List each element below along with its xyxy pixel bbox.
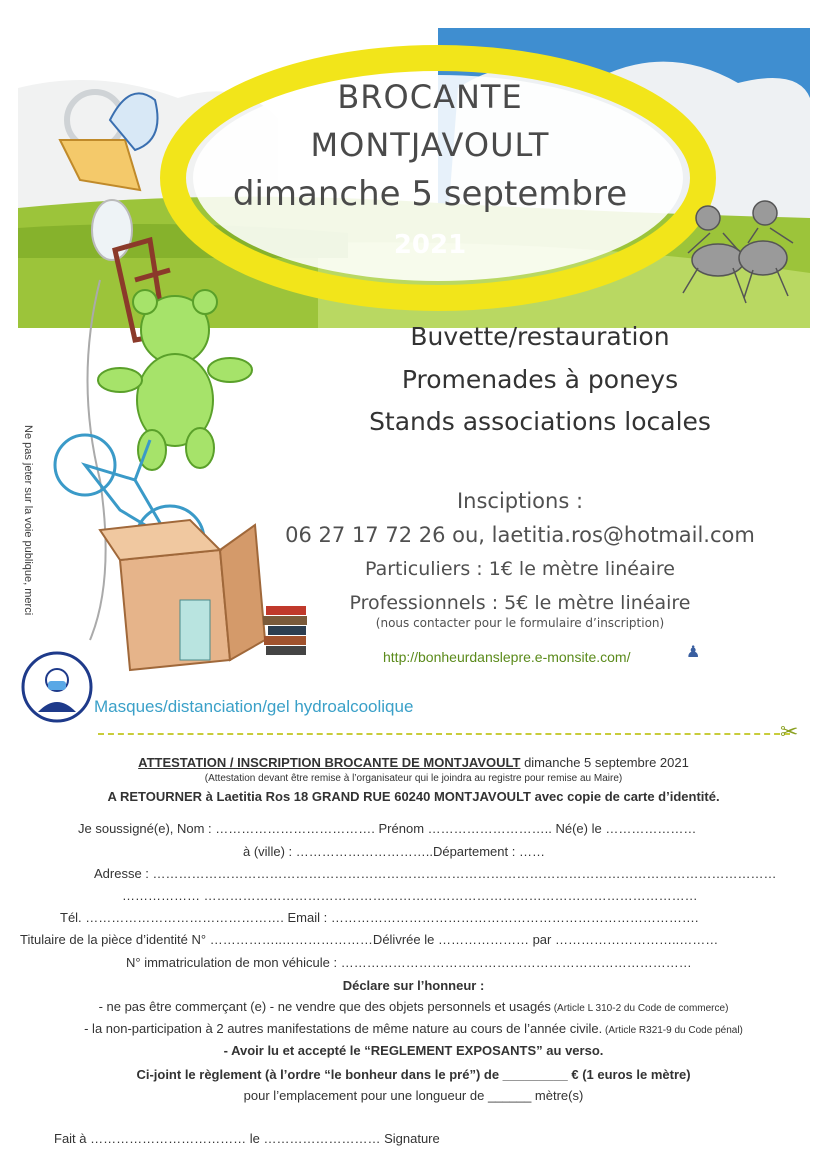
feature-poneys: Promenades à poneys — [401, 365, 679, 394]
declaration-item-3: - Avoir lu et accepté le “REGLEMENT EXPOSANTS” au verso. — [223, 1043, 604, 1058]
website-link[interactable]: http://bonheurdanslepre.e-monsite.com/ — [383, 649, 631, 665]
person-icon: ♟ — [686, 642, 701, 661]
objects-stack-illustration — [40, 80, 300, 680]
declaration-item-1: - ne pas être commerçant (e) - ne vendre que des objets personnels et usagés (Article L 310-2 du Code de commerce) — [98, 999, 729, 1014]
field-address-line[interactable]: Adresse : ……………………………………………………………………………………………………………………………… — [94, 866, 777, 881]
scissors-icon: ✂ — [780, 720, 799, 745]
location-length-line[interactable]: pour l’emplacement pour une longueur de ______ mètre(s) — [243, 1088, 584, 1103]
mask-icon — [20, 650, 94, 724]
form-return-address: A RETOURNER à Laetitia Ros 18 GRAND RUE 60240 MONTJAVOULT avec copie de carte d’identité. — [107, 789, 720, 804]
signature-line[interactable]: Fait à ……………………………… le ……………………… Signature — [54, 1131, 440, 1146]
price-professionnels: Professionnels : 5€ le mètre linéaire — [349, 592, 691, 614]
inscriptions-contact: 06 27 17 72 26 ou, laetitia.ros@hotmail.com — [285, 523, 755, 547]
event-location: MONTJAVOULT — [310, 126, 550, 164]
payment-line[interactable]: Ci-joint le règlement (à l’ordre “le bonheur dans le pré”) de _________ € (1 euros le mètre) — [136, 1067, 691, 1082]
teddy-bear-icon — [98, 290, 252, 470]
event-title: BROCANTE — [337, 78, 523, 116]
field-phone-email-line[interactable]: Tél. ………………………………………. Email : …………………………………………………………………………. — [60, 910, 699, 925]
field-id-line[interactable]: Titulaire de la pièce d’identité N° ……………..…………………Délivrée le ………………… par ………………………..……… — [20, 932, 719, 947]
side-note: Ne pas jeter sur la voie publique, merci — [22, 425, 34, 616]
feature-stands: Stands associations locales — [369, 407, 711, 436]
form-subtitle: (Attestation devant être remise à l’organisateur qui le joindra au registre pour remise au Maire) — [204, 773, 623, 784]
field-city-line[interactable]: à (ville) : …………………………..Département : …… — [243, 844, 545, 859]
inscriptions-note: (nous contacter pour le formulaire d’inscription) — [375, 616, 665, 630]
field-vehicle-line[interactable]: N° immatriculation de mon véhicule : ……………………………………………………………………… — [126, 955, 692, 970]
feature-buvette: Buvette/restauration — [410, 322, 670, 351]
field-address-line-2[interactable]: ……………… …………………………………………………………………………………………………… — [122, 888, 698, 903]
declaration-heading: Déclare sur l’honneur : — [342, 978, 485, 993]
field-name-line[interactable]: Je soussigné(e), Nom : ………………………………. Prénom ……………………….. Né(e) le ………………… — [78, 821, 697, 836]
declaration-item-2: - la non-participation à 2 autres manifestations de même nature au cours de l’année civile. (Article R321-9 du Code pénal) — [84, 1021, 743, 1036]
price-particuliers: Particuliers : 1€ le mètre linéaire — [364, 558, 675, 580]
form-title: ATTESTATION / INSCRIPTION BROCANTE DE MONTJAVOULT dimanche 5 septembre 2021 — [138, 755, 689, 770]
cut-line — [98, 733, 790, 735]
event-year: 2021 — [393, 230, 467, 260]
event-date: dimanche 5 septembre — [232, 174, 628, 214]
health-measures: Masques/distanciation/gel hydroalcoolique — [94, 697, 414, 716]
inscriptions-heading: Insciptions : — [456, 489, 584, 513]
